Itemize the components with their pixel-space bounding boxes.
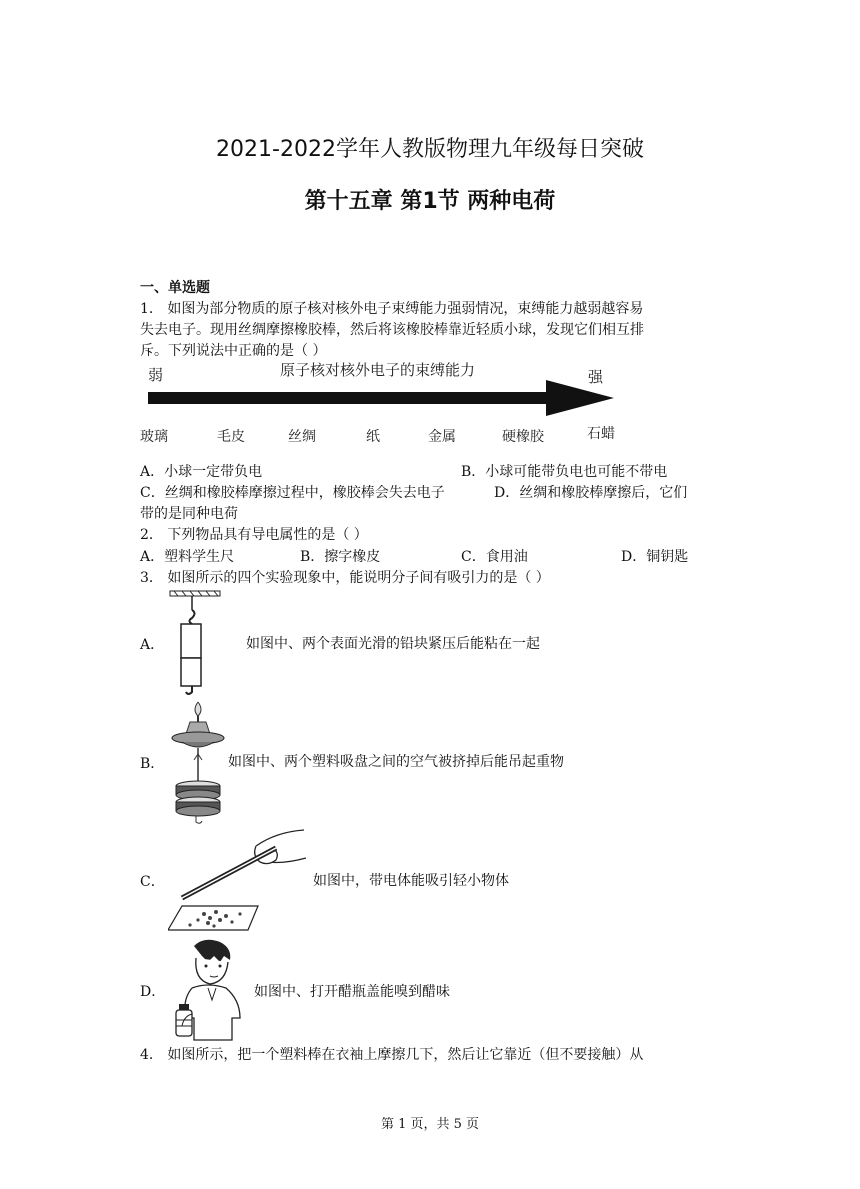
q4-stem: 4． 如图所示，把一个塑料棒在衣袖上摩擦几下，然后让它靠近（但不要接触）从 — [140, 1047, 644, 1063]
binding-arrow-icon — [148, 378, 618, 418]
q1-option-d: D．丝绸和橡胶棒摩擦后，它们 — [494, 485, 688, 501]
q1-option-b: B．小球可能带负电也可能不带电 — [461, 464, 668, 480]
chapter-subtitle: 第十五章 第1节 两种电荷 — [304, 189, 556, 214]
arrow-caption: 原子核对核外电子的束缚能力 — [280, 361, 476, 379]
q3-option-a-text: 如图中、两个表面光滑的铅块紧压后能粘在一起 — [246, 636, 540, 652]
material-fur: 毛皮 — [217, 429, 245, 445]
material-paraffin: 石蜡 — [587, 426, 615, 442]
q3-option-d-text: 如图中、打开醋瓶盖能嗅到醋味 — [254, 984, 450, 1000]
page-footer: 第 1 页，共 5 页 — [380, 1117, 480, 1132]
q1-option-d-cont: 带的是同种电荷 — [140, 506, 238, 522]
charged-rod-icon — [168, 826, 310, 934]
material-silk: 丝绸 — [288, 429, 316, 445]
weak-label: 弱 — [148, 366, 164, 384]
q1-stem-line-3: 斥。下列说法中正确的是（ ） — [140, 343, 327, 359]
material-paper: 纸 — [366, 429, 380, 445]
q2-option-d: D．铜钥匙 — [621, 549, 689, 565]
section-heading: 一、单选题 — [140, 280, 210, 296]
q3-option-b-text: 如图中、两个塑料吸盘之间的空气被挤掉后能吊起重物 — [228, 754, 564, 770]
boy-smelling-vinegar-icon — [164, 936, 254, 1046]
q2-option-c: C．食用油 — [461, 549, 528, 565]
q2-stem: 2． 下列物品具有导电属性的是（ ） — [140, 527, 368, 543]
material-metal: 金属 — [428, 429, 456, 445]
lead-blocks-icon — [168, 590, 222, 698]
document-title: 2021-2022学年人教版物理九年级每日突破 — [216, 137, 644, 162]
q2-option-a: A．塑料学生尺 — [140, 549, 235, 565]
material-glass: 玻璃 — [140, 429, 168, 445]
strong-label: 强 — [588, 368, 604, 386]
suction-cups-icon — [168, 700, 230, 826]
q3-option-c-letter: C． — [140, 874, 165, 890]
q1-option-a: A．小球一定带负电 — [140, 464, 263, 480]
q3-option-a-letter: A． — [140, 637, 165, 653]
q3-stem: 3． 如图所示的四个实验现象中，能说明分子间有吸引力的是（ ） — [140, 570, 550, 586]
q3-option-b-letter: B． — [140, 756, 165, 772]
q1-stem-line-1: 1． 如图为部分物质的原子核对核外电子束缚能力强弱情况，束缚能力越弱越容易 — [140, 301, 644, 317]
q1-stem-line-2: 失去电子。现用丝绸摩擦橡胶棒，然后将该橡胶棒靠近轻质小球，发现它们相互排 — [140, 322, 644, 338]
q3-option-d-letter: D． — [140, 984, 166, 1000]
material-hard-rubber: 硬橡胶 — [502, 429, 544, 445]
q2-option-b: B．擦字橡皮 — [300, 549, 381, 565]
q3-option-c-text: 如图中，带电体能吸引轻小物体 — [313, 873, 509, 889]
q1-option-c: C．丝绸和橡胶棒摩擦过程中，橡胶棒会失去电子 — [140, 485, 445, 501]
